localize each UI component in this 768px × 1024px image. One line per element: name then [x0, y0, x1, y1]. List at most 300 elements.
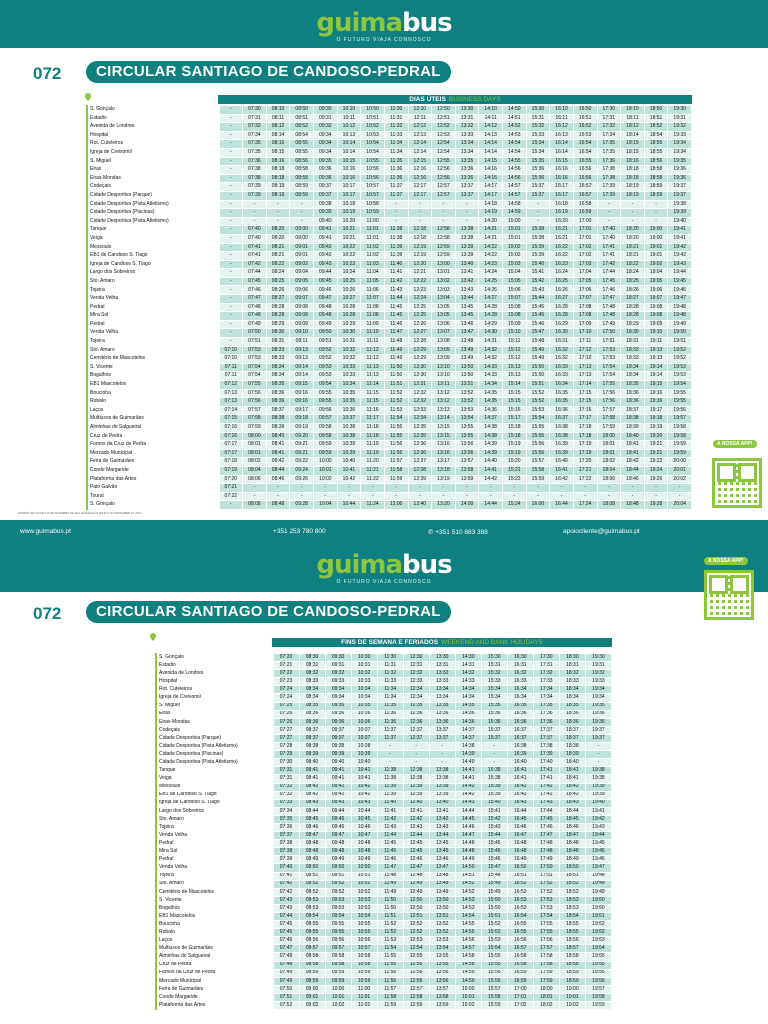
departure-time: 10:52 — [351, 888, 377, 896]
departure-time: 16:37 — [550, 415, 574, 424]
departure-time: 10:53 — [361, 131, 385, 140]
departure-time: 07:42 — [273, 880, 299, 888]
departure-time: 19:13 — [644, 346, 668, 355]
departure-time: 19:15 — [644, 381, 668, 390]
departure-time: 09:48 — [325, 840, 351, 848]
departure-time: 16:12 — [550, 123, 574, 132]
departure-time: 09:16 — [290, 389, 314, 398]
departure-time: 07:22 — [273, 670, 299, 678]
departure-time: 08:54 — [290, 131, 314, 140]
departure-time: 17:58 — [533, 953, 559, 961]
departure-time: 13:49 — [455, 346, 479, 355]
table-row — [156, 921, 612, 929]
departure-time: 18:26 — [621, 286, 645, 295]
departure-time: 15:19 — [503, 449, 527, 458]
departure-time: 11:39 — [377, 791, 403, 799]
departure-time: 13:55 — [429, 961, 455, 969]
departure-time: 08:58 — [290, 174, 314, 183]
departure-time: 19:35 — [668, 157, 692, 166]
departure-time: 12:52 — [432, 123, 456, 132]
route-number: 072 — [33, 64, 62, 83]
stop-name: S. Vicente — [87, 363, 219, 372]
departure-time: - — [290, 492, 314, 501]
table-row — [87, 346, 692, 355]
departure-time: 15:33 — [526, 131, 550, 140]
departure-time: - — [479, 492, 503, 501]
departure-time: 19:06 — [644, 286, 668, 295]
departure-time: 17:38 — [597, 174, 621, 183]
departure-time: 15:02 — [503, 243, 527, 252]
table-row — [156, 953, 612, 961]
departure-time: 15:38 — [481, 767, 507, 775]
departure-time: 07:41 — [243, 252, 267, 261]
table-row — [156, 913, 612, 921]
website-link[interactable]: www.guimabus.pt — [20, 528, 71, 535]
departure-time: 18:11 — [621, 114, 645, 123]
departure-time: 15:48 — [481, 872, 507, 880]
departure-time: 09:48 — [325, 848, 351, 856]
departure-time: 18:42 — [559, 791, 585, 799]
departure-time: 07:19 — [219, 466, 243, 475]
departure-time: - — [429, 743, 455, 751]
departure-time: 14:18 — [479, 200, 503, 209]
departure-time: 18:59 — [644, 183, 668, 192]
departure-time: 15:07 — [503, 295, 527, 304]
stop-name: Boucinha — [87, 389, 219, 398]
departure-time: 19:35 — [585, 702, 611, 710]
departure-time: - — [432, 200, 456, 209]
qr-code-2[interactable] — [704, 570, 754, 620]
departure-time: 08:55 — [290, 140, 314, 149]
departure-time: 08:19 — [266, 183, 290, 192]
departure-time: 12:58 — [403, 993, 429, 1001]
departure-time: 07:53 — [243, 355, 267, 364]
departure-time: 17:52 — [533, 880, 559, 888]
departure-time: 17:55 — [533, 929, 559, 937]
departure-time: 09:13 — [290, 346, 314, 355]
departure-time: 15:40 — [481, 799, 507, 807]
departure-time: 19:37 — [668, 183, 692, 192]
departure-time: 11:58 — [384, 466, 408, 475]
stop-name: Eiras-Mondas — [87, 174, 219, 183]
departure-time: 13:51 — [455, 381, 479, 390]
departure-time: 18:33 — [621, 346, 645, 355]
departure-time: 09:15 — [290, 381, 314, 390]
departure-time: 12:45 — [403, 840, 429, 848]
departure-time: 09:54 — [314, 381, 338, 390]
departure-time: 17:40 — [597, 234, 621, 243]
departure-time: 19:42 — [668, 243, 692, 252]
departure-time: 08:34 — [299, 686, 325, 694]
departure-time: 10:58 — [351, 961, 377, 969]
table-row — [87, 131, 692, 140]
departure-time: 08:33 — [266, 355, 290, 364]
departure-time: 09:46 — [325, 823, 351, 831]
departure-time: 14:39 — [479, 449, 503, 458]
weekday-header: DIAS ÚTEIS BUSINESS DAYS — [218, 95, 692, 104]
departure-time: - — [408, 217, 432, 226]
departure-time: - — [384, 492, 408, 501]
departure-time: 18:55 — [559, 921, 585, 929]
stop-name: Mercado Municipal — [87, 449, 219, 458]
departure-time: 14:33 — [455, 678, 481, 686]
departure-time: 15:52 — [481, 921, 507, 929]
departure-time: - — [455, 200, 479, 209]
departure-time: 10:37 — [337, 415, 361, 424]
departure-time: 11:12 — [361, 346, 385, 355]
stop-name: Hospital — [156, 678, 273, 686]
departure-time: 17:57 — [533, 945, 559, 953]
departure-time: 19:01 — [644, 243, 668, 252]
departure-time: 19:52 — [585, 921, 611, 929]
departure-time: 13:44 — [455, 295, 479, 304]
departure-time: 12:14 — [408, 148, 432, 157]
stop-name: Alminhas do Salgueiral — [156, 953, 273, 961]
departure-time: 12:32 — [403, 670, 429, 678]
departure-time: 16:22 — [550, 243, 574, 252]
departure-time: 17:49 — [533, 856, 559, 864]
departure-time: 11:52 — [377, 929, 403, 937]
table-row — [87, 484, 692, 493]
departure-time: 18:45 — [559, 815, 585, 823]
departure-time: 15:00 — [503, 217, 527, 226]
departure-time: 15:08 — [503, 303, 527, 312]
departure-time: 12:29 — [408, 355, 432, 364]
departure-time: 08:21 — [266, 243, 290, 252]
stop-name: Conde Margaride — [87, 466, 219, 475]
departure-time: 17:00 — [573, 217, 597, 226]
departure-time: 15:38 — [526, 226, 550, 235]
departure-time: 17:53 — [533, 904, 559, 912]
departure-time: 18:10 — [621, 106, 645, 115]
departure-time: 16:34 — [507, 694, 533, 702]
departure-time: - — [384, 484, 408, 493]
departure-time: 07:38 — [273, 848, 299, 856]
departure-time: 15:19 — [503, 441, 527, 450]
departure-time: 09:39 — [325, 751, 351, 759]
departure-time: 09:14 — [290, 363, 314, 372]
departure-time: 17:19 — [573, 441, 597, 450]
departure-time: 16:51 — [573, 114, 597, 123]
stop-name: Igreja de Candoso S. Tiago — [156, 799, 273, 807]
departure-time: 17:47 — [597, 295, 621, 304]
departure-time: 16:23 — [550, 260, 574, 269]
departure-time: 14:16 — [479, 166, 503, 175]
departure-time: 10:57 — [361, 191, 385, 200]
departure-time: 07:48 — [243, 312, 267, 321]
departure-time: 08:51 — [299, 872, 325, 880]
departure-time: 09:59 — [325, 977, 351, 985]
departure-time: 16:10 — [550, 106, 574, 115]
departure-time: 11:40 — [377, 799, 403, 807]
departure-time: 19:39 — [668, 209, 692, 218]
departure-time: 10:19 — [337, 209, 361, 218]
departure-time: 16:29 — [550, 320, 574, 329]
departure-time: 11:46 — [377, 856, 403, 864]
departure-time: 09:59 — [314, 449, 338, 458]
departure-time: 14:32 — [455, 670, 481, 678]
stop-name: Tojeira — [87, 286, 219, 295]
departure-time: 15:35 — [481, 702, 507, 710]
departure-time: 07:54 — [243, 363, 267, 372]
departure-time: 08:56 — [299, 937, 325, 945]
departure-time: 08:04 — [243, 466, 267, 475]
departure-time: 16:53 — [573, 131, 597, 140]
departure-time: - — [219, 226, 243, 235]
departure-time: 11:41 — [377, 807, 403, 815]
stop-name: Pedral — [87, 320, 219, 329]
departure-time: 11:46 — [384, 320, 408, 329]
departure-time: 14:52 — [503, 123, 527, 132]
departure-time: 18:50 — [644, 106, 668, 115]
table-row — [87, 303, 692, 312]
table-row — [87, 338, 692, 347]
table-row — [156, 718, 612, 726]
departure-time: 15:18 — [503, 423, 527, 432]
departure-time: 18:30 — [559, 654, 585, 662]
departure-time: 18:01 — [597, 441, 621, 450]
stop-name: Codeçais — [156, 726, 273, 734]
departure-time: 19:02 — [559, 1002, 585, 1010]
departure-time: 12:23 — [408, 286, 432, 295]
departure-time: 14:52 — [455, 888, 481, 896]
departure-time: 19:24 — [644, 466, 668, 475]
departure-time: 10:41 — [351, 775, 377, 783]
departure-time: 17:21 — [573, 466, 597, 475]
departure-time: 17:42 — [533, 791, 559, 799]
departure-time: 07:12 — [219, 381, 243, 390]
departure-time: 07:32 — [273, 791, 299, 799]
departure-time: 12:33 — [403, 678, 429, 686]
departure-time: 09:57 — [325, 945, 351, 953]
departure-time: 12:46 — [403, 856, 429, 864]
departure-time: 16:24 — [550, 269, 574, 278]
departure-time: 13:38 — [455, 234, 479, 243]
stop-name: Pedral — [156, 840, 273, 848]
departure-time: - — [621, 484, 645, 493]
departure-time: 07:36 — [273, 823, 299, 831]
departure-time: 11:44 — [377, 832, 403, 840]
departure-time: 16:19 — [550, 209, 574, 218]
email-link[interactable]: apoiocliente@guimabus.pt — [563, 528, 640, 535]
departure-time: 11:47 — [377, 864, 403, 872]
stop-name: S. Gonçalo — [156, 654, 273, 662]
departure-time: 09:05 — [290, 277, 314, 286]
departure-time: 09:36 — [325, 718, 351, 726]
departure-time: 13:35 — [455, 157, 479, 166]
departure-time: 14:33 — [479, 363, 503, 372]
departure-time: 13:11 — [432, 381, 456, 390]
departure-time: 16:25 — [550, 277, 574, 286]
departure-time: 15:45 — [481, 840, 507, 848]
departure-time: - — [266, 209, 290, 218]
departure-time: 13:55 — [455, 423, 479, 432]
departure-time: 10:32 — [337, 355, 361, 364]
departure-time: 13:32 — [429, 670, 455, 678]
departure-time: 09:01 — [299, 993, 325, 1001]
departure-time: 18:33 — [621, 355, 645, 364]
departure-time: 09:02 — [290, 260, 314, 269]
departure-time: 16:39 — [550, 449, 574, 458]
departure-time: 18:36 — [621, 398, 645, 407]
departure-time: 14:10 — [479, 106, 503, 115]
departure-time: 17:34 — [597, 131, 621, 140]
departure-time: 13:18 — [432, 466, 456, 475]
departure-time: 16:50 — [507, 864, 533, 872]
departure-time: - — [585, 759, 611, 767]
departure-time: 08:40 — [266, 432, 290, 441]
departure-time: 12:39 — [408, 475, 432, 484]
departure-time: 09:16 — [290, 398, 314, 407]
stop-name: Venda Velha — [156, 832, 273, 840]
departure-time: 11:34 — [384, 140, 408, 149]
departure-time: 14:31 — [479, 338, 503, 347]
qr-code[interactable] — [712, 458, 762, 508]
departure-time: - — [290, 200, 314, 209]
stop-name: Conde Margaride — [156, 993, 273, 1001]
departure-time: 18:28 — [621, 312, 645, 321]
departure-time: 08:49 — [299, 856, 325, 864]
departure-time: 19:26 — [644, 475, 668, 484]
departure-time: 07:38 — [243, 166, 267, 175]
departure-time: 10:40 — [351, 759, 377, 767]
table-row — [156, 929, 612, 937]
departure-time: 14:29 — [479, 320, 503, 329]
departure-time: 17:05 — [573, 277, 597, 286]
departure-time: 19:00 — [644, 226, 668, 235]
departure-time: 13:37 — [455, 191, 479, 200]
departure-time: 09:50 — [325, 864, 351, 872]
departure-time: 10:22 — [337, 243, 361, 252]
departure-time: 14:32 — [479, 355, 503, 364]
departure-time: 14:17 — [479, 183, 503, 192]
departure-time: 10:13 — [337, 131, 361, 140]
departure-time: 10:31 — [337, 338, 361, 347]
departure-time: 08:35 — [299, 702, 325, 710]
departure-time: - — [621, 200, 645, 209]
departure-time: 12:32 — [408, 389, 432, 398]
departure-time: 10:55 — [351, 921, 377, 929]
departure-time: 19:08 — [644, 303, 668, 312]
departure-time: 12:35 — [403, 702, 429, 710]
departure-time: 09:52 — [325, 888, 351, 896]
table-row — [87, 320, 692, 329]
departure-time: 10:16 — [337, 166, 361, 175]
departure-time: 19:18 — [644, 415, 668, 424]
departure-time: 19:17 — [644, 406, 668, 415]
departure-time: 09:42 — [325, 791, 351, 799]
departure-time: 10:35 — [337, 389, 361, 398]
departure-time: 17:39 — [533, 751, 559, 759]
stop-name: Cidade Desportiva (Piscinas) — [87, 209, 219, 218]
departure-time: 08:20 — [266, 234, 290, 243]
departure-time: 08:58 — [299, 953, 325, 961]
departure-time: 19:56 — [585, 977, 611, 985]
departure-time: 11:58 — [377, 993, 403, 1001]
departure-time: 13:42 — [455, 277, 479, 286]
departure-time: 10:36 — [351, 718, 377, 726]
departure-time: 11:21 — [361, 466, 385, 475]
departure-time: 12:32 — [408, 398, 432, 407]
departure-time: 07:44 — [273, 913, 299, 921]
departure-time: 16:43 — [507, 799, 533, 807]
departure-time: 16:47 — [507, 832, 533, 840]
departure-time: 17:51 — [597, 338, 621, 347]
table-row — [87, 355, 692, 364]
departure-time: 10:55 — [351, 929, 377, 937]
departure-time: - — [290, 484, 314, 493]
departure-time: 11:00 — [361, 217, 385, 226]
departure-time: 08:41 — [266, 449, 290, 458]
departure-time: 09:45 — [314, 277, 338, 286]
departure-time: 17:16 — [573, 406, 597, 415]
departure-time: 16:56 — [573, 166, 597, 175]
departure-time: 12:40 — [408, 501, 432, 510]
departure-time: 09:41 — [325, 767, 351, 775]
departure-time: 07:41 — [243, 243, 267, 252]
departure-time: - — [479, 484, 503, 493]
whatsapp-number[interactable]: ✆ +351 510 883 388 — [428, 529, 488, 536]
departure-time: 09:36 — [325, 710, 351, 718]
departure-time: 15:34 — [481, 694, 507, 702]
departure-time: 14:50 — [455, 864, 481, 872]
departure-time: 18:06 — [597, 475, 621, 484]
departure-time: 09:52 — [325, 880, 351, 888]
departure-time: 16:17 — [550, 183, 574, 192]
table-row — [156, 815, 612, 823]
departure-time: 07:21 — [219, 484, 243, 493]
phone-number[interactable]: +351 253 780 800 — [273, 528, 326, 535]
departure-time: 11:34 — [377, 686, 403, 694]
departure-time: 19:54 — [668, 381, 692, 390]
departure-time: 17:07 — [573, 295, 597, 304]
departure-time: 13:45 — [429, 848, 455, 856]
departure-time: - — [585, 743, 611, 751]
departure-time: 15:56 — [526, 449, 550, 458]
departure-time: - — [621, 209, 645, 218]
table-row — [156, 686, 612, 694]
logo-tagline-2: O FUTURO VIAJA CONNOSCO — [336, 579, 432, 585]
departure-time: 14:57 — [503, 183, 527, 192]
stop-name: Cemitério de Mascotelos — [87, 355, 219, 364]
departure-time: 19:08 — [644, 312, 668, 321]
departure-time: 10:44 — [337, 501, 361, 510]
departure-time: 07:33 — [273, 799, 299, 807]
departure-time: 15:01 — [455, 993, 481, 1001]
departure-time: - — [573, 484, 597, 493]
table-row — [87, 243, 692, 252]
departure-time: 16:44 — [507, 807, 533, 815]
departure-time: - — [290, 217, 314, 226]
departure-time: 10:46 — [351, 823, 377, 831]
departure-time: 08:52 — [299, 880, 325, 888]
departure-time: 11:33 — [377, 678, 403, 686]
departure-time: 09:58 — [325, 953, 351, 961]
stop-name: Feira de Guimarães — [156, 985, 273, 993]
departure-time: 08:33 — [266, 346, 290, 355]
departure-time: 09:55 — [325, 921, 351, 929]
departure-time: 16:52 — [507, 888, 533, 896]
departure-time: 13:38 — [455, 226, 479, 235]
departure-time: 15:37 — [526, 191, 550, 200]
departure-time: 08:40 — [299, 759, 325, 767]
departure-time: 14:24 — [479, 269, 503, 278]
departure-time: 12:25 — [408, 303, 432, 312]
departure-time: 15:37 — [481, 734, 507, 742]
departure-time: 15:17 — [503, 415, 527, 424]
departure-time: 13:35 — [429, 702, 455, 710]
departure-time: 16:37 — [507, 734, 533, 742]
